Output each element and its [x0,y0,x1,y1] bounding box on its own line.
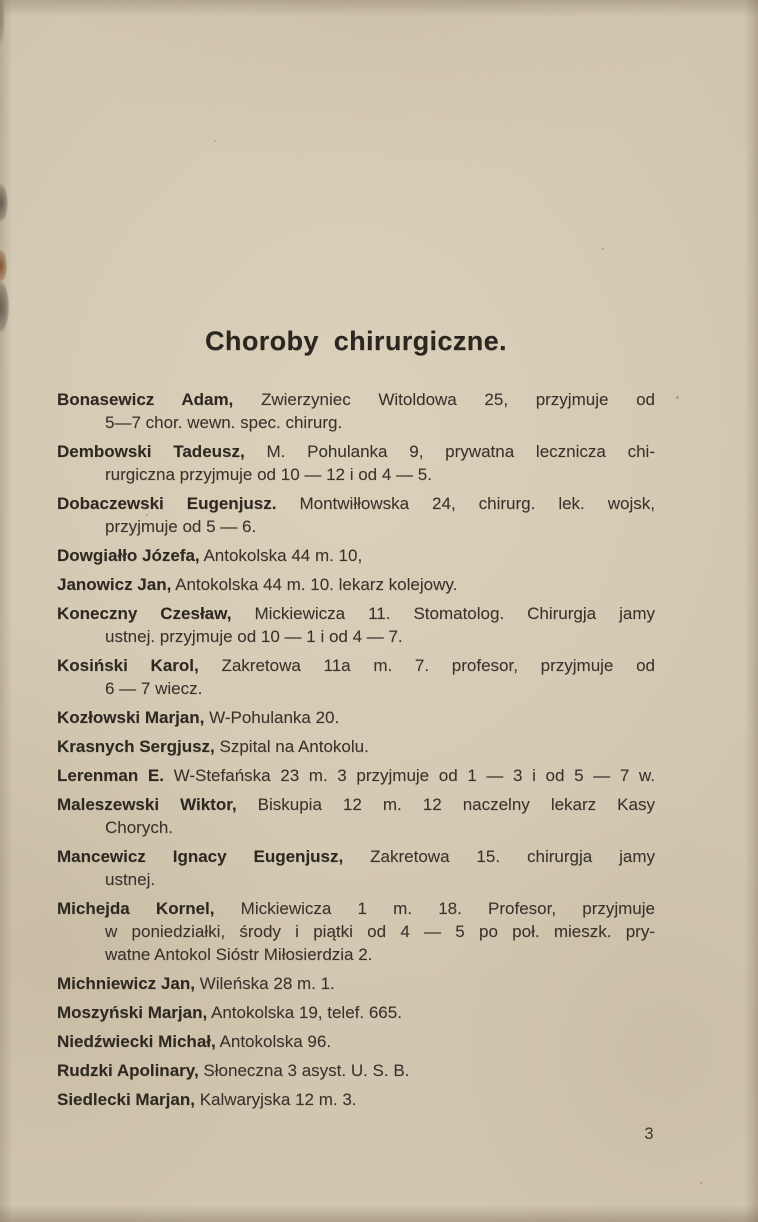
directory-entry [57,573,655,596]
entry-first-line [57,706,655,729]
doctor-name: Dowgiałło Józefa, [57,546,200,565]
directory-entry [57,654,655,700]
entry-first-line [57,654,655,677]
entry-continuation-line: ustnej. [105,870,156,889]
paper-stain [0,282,9,332]
directory-entry [57,544,655,567]
entry-first-line [57,440,655,463]
entry-first-line [57,573,655,596]
entry-text: Antokolska 96. [219,1032,332,1051]
entry-first-line [57,492,655,515]
directory-entry [57,897,655,966]
directory-entry [57,845,655,891]
directory-entry [57,706,655,729]
doctor-name: Dembowski Tadeusz, [57,442,245,461]
directory-entry [57,492,655,538]
doctor-name: Rudzki Apolinary, [57,1061,199,1080]
doctor-name: Krasnych Sergjusz, [57,737,215,756]
directory-entry [57,764,655,787]
entry-text: Szpital na Antokolu. [219,737,369,756]
doctor-name: Janowicz Jan, [57,575,172,594]
paper-stain [0,184,8,222]
directory-entry [57,793,655,839]
paper-stain [0,250,7,282]
entry-first-line [57,602,655,625]
entry-text: Antokolska 19, telef. 665. [211,1003,402,1022]
paper-speckle [700,1182,702,1184]
entry-first-line [57,388,655,411]
entry-text: Biskupia 12 m. 12 naczelny lekarz Kasy [257,795,655,814]
entry-continuation-line: ustnej. przyjmuje od 10 — 1 i od 4 — 7. [105,627,403,646]
doctor-name: Maleszewski Wiktor, [57,795,237,814]
paper-speckle [676,396,679,399]
doctor-name: Mancewicz Ignacy Eugenjusz, [57,847,344,866]
entry-first-line [57,845,655,868]
directory-entry [57,735,655,758]
entry-text: Zwierzyniec Witoldowa 25, przyjmuje od [260,390,655,409]
entry-text: Słoneczna 3 asyst. U. S. B. [203,1061,410,1080]
entry-text: Mickiewicza 11. Stomatolog. Chirurgja jamy [254,604,655,623]
doctor-name: Moszyński Marjan, [57,1003,208,1022]
directory-entry [57,1030,655,1053]
paper-speckle [214,140,216,142]
entry-first-line [57,1030,655,1053]
entry-continuation-line: 6 — 7 wiecz. [105,679,203,698]
directory-entry [57,1088,655,1111]
entry-continuation-line: watne Antokol Sióstr Miłosierdzia 2. [105,945,373,964]
doctor-name: Koneczny Czesław, [57,604,232,623]
entry-first-line [57,972,655,995]
page-number: 3 [644,1125,654,1143]
directory-entry [57,602,655,648]
entry-first-line [57,1059,655,1082]
entry-text: Zakretowa 15. chirurgja jamy [370,847,655,866]
doctor-name: Kozłowski Marjan, [57,708,205,727]
doctor-name: Lerenman E. [57,766,164,785]
entry-text: Montwiłłowska 24, chirurg. lek. wojsk, [299,494,655,513]
entry-text: M. Pohulanka 9, prywatna lecznicza chi- [266,442,655,461]
doctor-name: Bonasewicz Adam, [57,390,234,409]
directory-list [57,388,655,1111]
paper-stain [0,0,5,44]
section-title: Choroby chirurgiczne. [205,326,507,356]
entry-first-line [57,897,655,920]
entry-text: Kalwaryjska 12 m. 3. [199,1090,357,1109]
entry-text: Mickiewicza 1 m. 18. Profesor, przyjmuje [240,899,655,918]
entry-continuation-line: Chorych. [105,818,174,837]
entry-text: W-Stefańska 23 m. 3 przyjmuje od 1 — 3 i od 5 — 7 w. [173,766,655,785]
directory-entry [57,440,655,486]
entry-first-line [57,764,655,787]
entry-first-line [57,544,655,567]
entry-text: Antokolska 44 m. 10. lekarz kolejowy. [175,575,458,594]
entry-first-line [57,793,655,816]
doctor-name: Michniewicz Jan, [57,974,195,993]
page-content [57,326,655,1117]
entry-text: Antokolska 44 m. 10, [203,546,363,565]
entry-first-line [57,1088,655,1111]
entry-continuation-line: w poniedziałki, środy i piątki od 4 — 5 po poł. mieszk. pry- [105,922,655,941]
paper-speckle [602,248,604,250]
doctor-name: Kosiński Karol, [57,656,199,675]
doctor-name: Niedźwiecki Michał, [57,1032,216,1051]
directory-entry [57,1001,655,1024]
doctor-name: Dobaczewski Eugenjusz. [57,494,277,513]
entry-first-line [57,735,655,758]
doctor-name: Siedlecki Marjan, [57,1090,195,1109]
directory-entry [57,388,655,434]
doctor-name: Michejda Kornel, [57,899,215,918]
entry-continuation-line: 5—7 chor. wewn. spec. chirurg. [105,413,343,432]
entry-text: W-Pohulanka 20. [209,708,340,727]
entry-first-line [57,1001,655,1024]
entry-continuation-line: przyjmuje od 5 — 6. [105,517,257,536]
directory-entry [57,972,655,995]
entry-continuation-line: rurgiczna przyjmuje od 10 — 12 i od 4 — 5. [105,465,432,484]
entry-text: Wileńska 28 m. 1. [199,974,335,993]
directory-entry [57,1059,655,1082]
entry-text: Zakretowa 11a m. 7. profesor, przyjmuje od [221,656,655,675]
